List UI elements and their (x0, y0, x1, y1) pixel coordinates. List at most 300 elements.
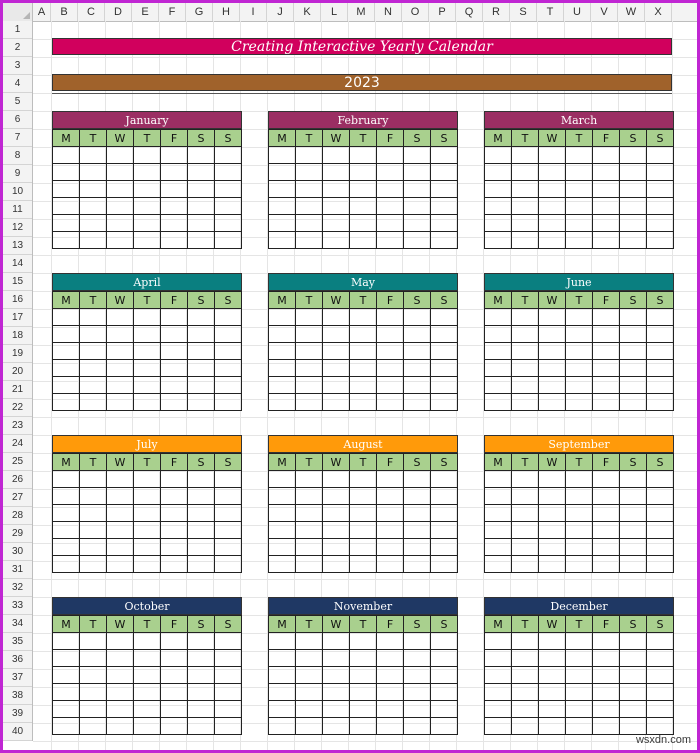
weekday-header[interactable]: F (593, 454, 620, 471)
day-cell[interactable] (323, 147, 350, 164)
day-cell[interactable] (512, 232, 539, 249)
day-cell[interactable] (647, 650, 674, 667)
day-cell[interactable] (161, 522, 188, 539)
month-header[interactable]: January (52, 111, 242, 129)
month-header[interactable]: March (484, 111, 674, 129)
weekday-header[interactable]: M (269, 130, 296, 147)
month-header[interactable]: September (484, 435, 674, 453)
day-cell[interactable] (53, 377, 80, 394)
day-cell[interactable] (593, 471, 620, 488)
day-cell[interactable] (80, 326, 107, 343)
column-header-o[interactable]: O (402, 3, 429, 21)
day-cell[interactable] (539, 488, 566, 505)
day-cell[interactable] (323, 539, 350, 556)
day-cell[interactable] (134, 556, 161, 573)
day-cell[interactable] (188, 556, 215, 573)
day-cell[interactable] (647, 718, 674, 735)
day-cell[interactable] (107, 164, 134, 181)
day-cell[interactable] (350, 539, 377, 556)
weekday-header[interactable]: T (566, 130, 593, 147)
day-cell[interactable] (647, 684, 674, 701)
weekday-header[interactable]: M (485, 292, 512, 309)
day-cell[interactable] (53, 394, 80, 411)
day-cell[interactable] (134, 326, 161, 343)
day-cell[interactable] (539, 505, 566, 522)
weekday-header[interactable]: F (593, 616, 620, 633)
weekday-header[interactable]: T (134, 454, 161, 471)
day-cell[interactable] (620, 667, 647, 684)
day-cell[interactable] (296, 147, 323, 164)
weekday-header[interactable]: T (350, 454, 377, 471)
day-cell[interactable] (404, 309, 431, 326)
day-cell[interactable] (620, 633, 647, 650)
row-header-4[interactable]: 4 (3, 75, 32, 93)
day-cell[interactable] (215, 326, 242, 343)
day-cell[interactable] (269, 488, 296, 505)
day-cell[interactable] (134, 505, 161, 522)
weekday-header[interactable]: T (296, 292, 323, 309)
day-cell[interactable] (161, 360, 188, 377)
column-header-t[interactable]: T (537, 3, 564, 21)
day-cell[interactable] (161, 215, 188, 232)
weekday-header[interactable]: F (377, 454, 404, 471)
day-cell[interactable] (107, 522, 134, 539)
day-cell[interactable] (404, 556, 431, 573)
day-cell[interactable] (431, 650, 458, 667)
day-cell[interactable] (296, 633, 323, 650)
day-cell[interactable] (593, 667, 620, 684)
day-cell[interactable] (485, 471, 512, 488)
day-cell[interactable] (431, 326, 458, 343)
weekday-header[interactable]: S (215, 616, 242, 633)
day-cell[interactable] (566, 377, 593, 394)
day-cell[interactable] (134, 309, 161, 326)
day-cell[interactable] (350, 360, 377, 377)
day-cell[interactable] (107, 684, 134, 701)
day-cell[interactable] (269, 633, 296, 650)
day-cell[interactable] (80, 650, 107, 667)
day-cell[interactable] (296, 309, 323, 326)
day-cell[interactable] (539, 522, 566, 539)
day-cell[interactable] (161, 198, 188, 215)
weekday-header[interactable]: T (134, 130, 161, 147)
day-cell[interactable] (107, 360, 134, 377)
weekday-header[interactable]: T (566, 454, 593, 471)
weekday-header[interactable]: F (593, 130, 620, 147)
day-cell[interactable] (620, 522, 647, 539)
day-cell[interactable] (485, 667, 512, 684)
day-cell[interactable] (188, 539, 215, 556)
month-header[interactable]: July (52, 435, 242, 453)
day-cell[interactable] (161, 556, 188, 573)
day-cell[interactable] (647, 377, 674, 394)
day-cell[interactable] (161, 181, 188, 198)
day-cell[interactable] (566, 539, 593, 556)
day-cell[interactable] (620, 701, 647, 718)
day-cell[interactable] (566, 309, 593, 326)
day-cell[interactable] (296, 181, 323, 198)
weekday-header[interactable]: F (161, 292, 188, 309)
day-cell[interactable] (215, 377, 242, 394)
day-cell[interactable] (539, 215, 566, 232)
weekday-header[interactable]: T (566, 292, 593, 309)
day-cell[interactable] (404, 667, 431, 684)
day-cell[interactable] (80, 309, 107, 326)
row-header-11[interactable]: 11 (3, 201, 32, 219)
weekday-header[interactable]: M (269, 292, 296, 309)
day-cell[interactable] (161, 377, 188, 394)
day-cell[interactable] (188, 718, 215, 735)
day-cell[interactable] (485, 232, 512, 249)
column-header-a[interactable]: A (33, 3, 51, 21)
day-cell[interactable] (53, 309, 80, 326)
day-cell[interactable] (593, 343, 620, 360)
day-cell[interactable] (296, 377, 323, 394)
day-cell[interactable] (53, 232, 80, 249)
day-cell[interactable] (296, 684, 323, 701)
day-cell[interactable] (323, 377, 350, 394)
day-cell[interactable] (269, 232, 296, 249)
row-header-5[interactable]: 5 (3, 93, 32, 111)
day-cell[interactable] (566, 471, 593, 488)
day-cell[interactable] (647, 232, 674, 249)
day-cell[interactable] (350, 684, 377, 701)
day-cell[interactable] (53, 701, 80, 718)
day-cell[interactable] (215, 522, 242, 539)
day-cell[interactable] (485, 394, 512, 411)
day-cell[interactable] (296, 539, 323, 556)
day-cell[interactable] (80, 198, 107, 215)
day-cell[interactable] (620, 556, 647, 573)
row-header-35[interactable]: 35 (3, 633, 32, 651)
day-cell[interactable] (539, 343, 566, 360)
day-cell[interactable] (377, 215, 404, 232)
row-header-38[interactable]: 38 (3, 687, 32, 705)
day-cell[interactable] (107, 147, 134, 164)
day-cell[interactable] (566, 360, 593, 377)
day-cell[interactable] (53, 522, 80, 539)
day-cell[interactable] (566, 181, 593, 198)
day-cell[interactable] (350, 198, 377, 215)
day-cell[interactable] (215, 215, 242, 232)
day-cell[interactable] (215, 718, 242, 735)
day-cell[interactable] (377, 667, 404, 684)
day-cell[interactable] (593, 701, 620, 718)
day-cell[interactable] (485, 360, 512, 377)
day-cell[interactable] (593, 650, 620, 667)
weekday-header[interactable]: F (161, 454, 188, 471)
row-header-26[interactable]: 26 (3, 471, 32, 489)
day-cell[interactable] (269, 309, 296, 326)
day-cell[interactable] (269, 181, 296, 198)
weekday-header[interactable]: T (296, 130, 323, 147)
day-cell[interactable] (269, 394, 296, 411)
weekday-header[interactable]: T (566, 616, 593, 633)
day-cell[interactable] (53, 667, 80, 684)
day-cell[interactable] (53, 633, 80, 650)
day-cell[interactable] (566, 326, 593, 343)
weekday-header[interactable]: T (512, 292, 539, 309)
day-cell[interactable] (161, 232, 188, 249)
day-cell[interactable] (620, 505, 647, 522)
day-cell[interactable] (620, 198, 647, 215)
day-cell[interactable] (296, 164, 323, 181)
day-cell[interactable] (134, 164, 161, 181)
column-header-s[interactable]: S (510, 3, 537, 21)
day-cell[interactable] (323, 471, 350, 488)
day-cell[interactable] (620, 650, 647, 667)
day-cell[interactable] (80, 684, 107, 701)
day-cell[interactable] (134, 471, 161, 488)
day-cell[interactable] (620, 684, 647, 701)
row-header-10[interactable]: 10 (3, 183, 32, 201)
day-cell[interactable] (161, 488, 188, 505)
day-cell[interactable] (269, 360, 296, 377)
day-cell[interactable] (296, 198, 323, 215)
day-cell[interactable] (188, 522, 215, 539)
day-cell[interactable] (350, 309, 377, 326)
day-cell[interactable] (485, 488, 512, 505)
weekday-header[interactable]: S (620, 292, 647, 309)
row-header-16[interactable]: 16 (3, 291, 32, 309)
column-header-n[interactable]: N (375, 3, 402, 21)
day-cell[interactable] (80, 377, 107, 394)
weekday-header[interactable]: S (647, 616, 674, 633)
day-cell[interactable] (53, 488, 80, 505)
day-cell[interactable] (377, 539, 404, 556)
day-cell[interactable] (404, 394, 431, 411)
day-cell[interactable] (53, 147, 80, 164)
weekday-header[interactable]: S (215, 454, 242, 471)
day-cell[interactable] (539, 394, 566, 411)
day-cell[interactable] (377, 309, 404, 326)
day-cell[interactable] (539, 232, 566, 249)
day-cell[interactable] (485, 198, 512, 215)
weekday-header[interactable]: M (53, 292, 80, 309)
day-cell[interactable] (647, 633, 674, 650)
day-cell[interactable] (107, 505, 134, 522)
day-cell[interactable] (188, 215, 215, 232)
day-cell[interactable] (323, 181, 350, 198)
row-header-12[interactable]: 12 (3, 219, 32, 237)
day-cell[interactable] (620, 326, 647, 343)
day-cell[interactable] (107, 309, 134, 326)
day-cell[interactable] (512, 377, 539, 394)
day-cell[interactable] (323, 232, 350, 249)
day-cell[interactable] (323, 718, 350, 735)
day-cell[interactable] (485, 522, 512, 539)
day-cell[interactable] (53, 505, 80, 522)
day-cell[interactable] (539, 701, 566, 718)
day-cell[interactable] (80, 633, 107, 650)
day-cell[interactable] (620, 215, 647, 232)
day-cell[interactable] (188, 343, 215, 360)
day-cell[interactable] (53, 539, 80, 556)
day-cell[interactable] (269, 684, 296, 701)
day-cell[interactable] (566, 488, 593, 505)
weekday-header[interactable]: S (404, 616, 431, 633)
day-cell[interactable] (377, 164, 404, 181)
column-header-p[interactable]: P (429, 3, 456, 21)
day-cell[interactable] (593, 633, 620, 650)
day-cell[interactable] (269, 667, 296, 684)
weekday-header[interactable]: T (80, 454, 107, 471)
day-cell[interactable] (404, 232, 431, 249)
row-header-6[interactable]: 6 (3, 111, 32, 129)
day-cell[interactable] (215, 198, 242, 215)
weekday-header[interactable]: T (296, 616, 323, 633)
day-cell[interactable] (512, 471, 539, 488)
day-cell[interactable] (512, 556, 539, 573)
day-cell[interactable] (431, 556, 458, 573)
weekday-header[interactable]: S (188, 616, 215, 633)
day-cell[interactable] (566, 505, 593, 522)
day-cell[interactable] (539, 633, 566, 650)
day-cell[interactable] (377, 394, 404, 411)
day-cell[interactable] (80, 215, 107, 232)
day-cell[interactable] (485, 343, 512, 360)
day-cell[interactable] (215, 181, 242, 198)
day-cell[interactable] (215, 650, 242, 667)
day-cell[interactable] (107, 667, 134, 684)
weekday-header[interactable]: M (485, 616, 512, 633)
day-cell[interactable] (431, 522, 458, 539)
day-cell[interactable] (512, 718, 539, 735)
weekday-header[interactable]: T (80, 616, 107, 633)
row-header-27[interactable]: 27 (3, 489, 32, 507)
day-cell[interactable] (512, 684, 539, 701)
day-cell[interactable] (80, 505, 107, 522)
day-cell[interactable] (350, 522, 377, 539)
day-cell[interactable] (161, 326, 188, 343)
month-header[interactable]: August (268, 435, 458, 453)
weekday-header[interactable]: F (593, 292, 620, 309)
day-cell[interactable] (620, 232, 647, 249)
row-header-30[interactable]: 30 (3, 543, 32, 561)
day-cell[interactable] (566, 215, 593, 232)
weekday-header[interactable]: S (404, 130, 431, 147)
weekday-header[interactable]: F (377, 616, 404, 633)
day-cell[interactable] (188, 505, 215, 522)
column-header-j[interactable]: J (267, 3, 294, 21)
month-header[interactable]: May (268, 273, 458, 291)
day-cell[interactable] (350, 650, 377, 667)
day-cell[interactable] (566, 394, 593, 411)
weekday-header[interactable]: T (512, 130, 539, 147)
day-cell[interactable] (485, 718, 512, 735)
day-cell[interactable] (431, 633, 458, 650)
day-cell[interactable] (215, 164, 242, 181)
day-cell[interactable] (269, 343, 296, 360)
column-header-e[interactable]: E (132, 3, 159, 21)
day-cell[interactable] (485, 309, 512, 326)
row-header-20[interactable]: 20 (3, 363, 32, 381)
day-cell[interactable] (323, 309, 350, 326)
day-cell[interactable] (107, 377, 134, 394)
day-cell[interactable] (296, 701, 323, 718)
day-cell[interactable] (377, 377, 404, 394)
day-cell[interactable] (593, 164, 620, 181)
row-header-32[interactable]: 32 (3, 579, 32, 597)
day-cell[interactable] (431, 505, 458, 522)
day-cell[interactable] (512, 309, 539, 326)
day-cell[interactable] (323, 556, 350, 573)
day-cell[interactable] (377, 505, 404, 522)
weekday-header[interactable]: F (377, 292, 404, 309)
day-cell[interactable] (377, 556, 404, 573)
day-cell[interactable] (647, 164, 674, 181)
day-cell[interactable] (215, 147, 242, 164)
row-header-24[interactable]: 24 (3, 435, 32, 453)
day-cell[interactable] (539, 326, 566, 343)
day-cell[interactable] (431, 215, 458, 232)
day-cell[interactable] (188, 633, 215, 650)
weekday-header[interactable]: T (134, 616, 161, 633)
day-cell[interactable] (377, 650, 404, 667)
day-cell[interactable] (107, 471, 134, 488)
day-cell[interactable] (188, 309, 215, 326)
day-cell[interactable] (539, 360, 566, 377)
day-cell[interactable] (161, 701, 188, 718)
day-cell[interactable] (323, 684, 350, 701)
row-header-21[interactable]: 21 (3, 381, 32, 399)
day-cell[interactable] (512, 633, 539, 650)
day-cell[interactable] (566, 650, 593, 667)
weekday-header[interactable]: T (80, 130, 107, 147)
day-cell[interactable] (539, 718, 566, 735)
day-cell[interactable] (350, 394, 377, 411)
row-header-2[interactable]: 2 (3, 39, 32, 57)
row-header-17[interactable]: 17 (3, 309, 32, 327)
day-cell[interactable] (269, 377, 296, 394)
row-header-7[interactable]: 7 (3, 129, 32, 147)
day-cell[interactable] (215, 701, 242, 718)
day-cell[interactable] (350, 232, 377, 249)
day-cell[interactable] (404, 377, 431, 394)
day-cell[interactable] (566, 701, 593, 718)
weekday-header[interactable]: M (269, 616, 296, 633)
day-cell[interactable] (593, 147, 620, 164)
day-cell[interactable] (188, 232, 215, 249)
day-cell[interactable] (512, 505, 539, 522)
row-header-39[interactable]: 39 (3, 705, 32, 723)
column-header-m[interactable]: M (348, 3, 375, 21)
day-cell[interactable] (350, 667, 377, 684)
day-cell[interactable] (377, 343, 404, 360)
day-cell[interactable] (296, 522, 323, 539)
row-header-25[interactable]: 25 (3, 453, 32, 471)
day-cell[interactable] (593, 394, 620, 411)
day-cell[interactable] (107, 343, 134, 360)
day-cell[interactable] (80, 232, 107, 249)
day-cell[interactable] (323, 215, 350, 232)
weekday-header[interactable]: S (188, 454, 215, 471)
day-cell[interactable] (512, 343, 539, 360)
day-cell[interactable] (431, 701, 458, 718)
day-cell[interactable] (404, 360, 431, 377)
day-cell[interactable] (593, 377, 620, 394)
weekday-header[interactable]: T (512, 616, 539, 633)
weekday-header[interactable]: S (188, 292, 215, 309)
day-cell[interactable] (431, 471, 458, 488)
day-cell[interactable] (620, 360, 647, 377)
day-cell[interactable] (593, 539, 620, 556)
day-cell[interactable] (323, 394, 350, 411)
day-cell[interactable] (593, 215, 620, 232)
day-cell[interactable] (53, 360, 80, 377)
day-cell[interactable] (593, 718, 620, 735)
day-cell[interactable] (485, 701, 512, 718)
